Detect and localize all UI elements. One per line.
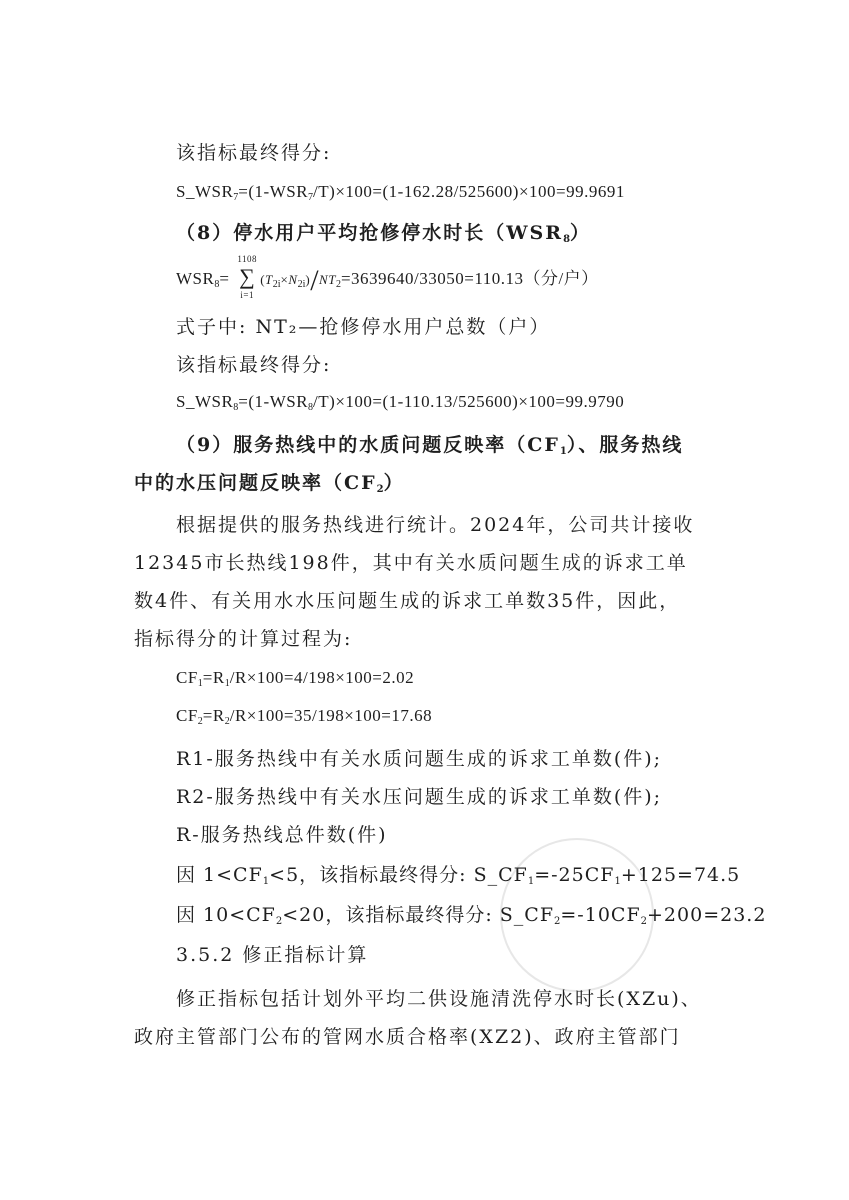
paragraph-correction-line-2: 政府主管部门公布的管网水质合格率(XZ2)、政府主管部门 [134,1026,681,1048]
paragraph-line-4: 指标得分的计算过程为: [134,628,353,650]
formula-wsr7-score: $S\_WSR_7=(1-WSR_7/T)\times 100=(1-162.28/525600)\times 100=99.9691$ [176,182,625,203]
definition-r: R-服务热线总件数(件) [176,824,388,846]
section-heading-3-5-2: 3.5.2 修正指标计算 [176,944,369,966]
heading-9-line1: （9）服务热线中的水质问题反映率$(CF_1)$、服务热线 [176,434,684,457]
paragraph-correction-line-1: 修正指标包括计划外平均二供设施清洗停水时长(XZu)、 [176,988,702,1010]
formula-wsr8: $WSR_8=$ 1108 ∑ i=1 $(T_{2i}\times N_{2i})/NT_2=3639640/33050=110.13$（分/户） [176,254,599,300]
definition-r1: R1-服务热线中有关水质问题生成的诉求工单数(件); [176,748,663,770]
formula-cf1: $CF_1=R_1/R\times 100=4/198\times 100=2.02$ [176,668,415,689]
paragraph-line-3: 数4件、有关用水水压问题生成的诉求工单数35件，因此， [134,590,681,612]
score-label-8: 该指标最终得分: [176,354,332,376]
definition-nt2: 式子中: NT₂—抢修停水用户总数（户） [176,316,551,338]
paragraph-line-2: 12345市长热线198件，其中有关水质问题生成的诉求工单 [134,552,688,574]
score-cf2: 因 $10<CF_2<20$，该指标最终得分: $S\_CF_2=-10CF_2+200=23.2$ [176,904,767,927]
score-cf1: 因 $1<CF_1<5$，该指标最终得分: $S\_CF_1=-25CF_1+125=74.5$ [176,864,741,887]
formula-wsr8-score: $S\_WSR_8=(1-WSR_8/T)\times 100=(1-110.13/525600)\times 100=99.9790$ [176,392,625,413]
paragraph-line-1: 根据提供的服务热线进行统计。2024年，公司共计接收 [176,514,695,536]
heading-8: （8）停水用户平均抢修停水时长$(WSR_8)$ [176,222,592,245]
summation-symbol: 1108 ∑ i=1 [237,254,258,300]
formula-cf2: $CF_2=R_2/R\times 100=35/198\times 100=17.68$ [176,706,433,727]
definition-r2: R2-服务热线中有关水压问题生成的诉求工单数(件); [176,786,663,808]
score-label-7: 该指标最终得分: [176,142,332,164]
heading-9-line2: 中的水压问题反映率$(CF_2)$ [134,472,405,495]
